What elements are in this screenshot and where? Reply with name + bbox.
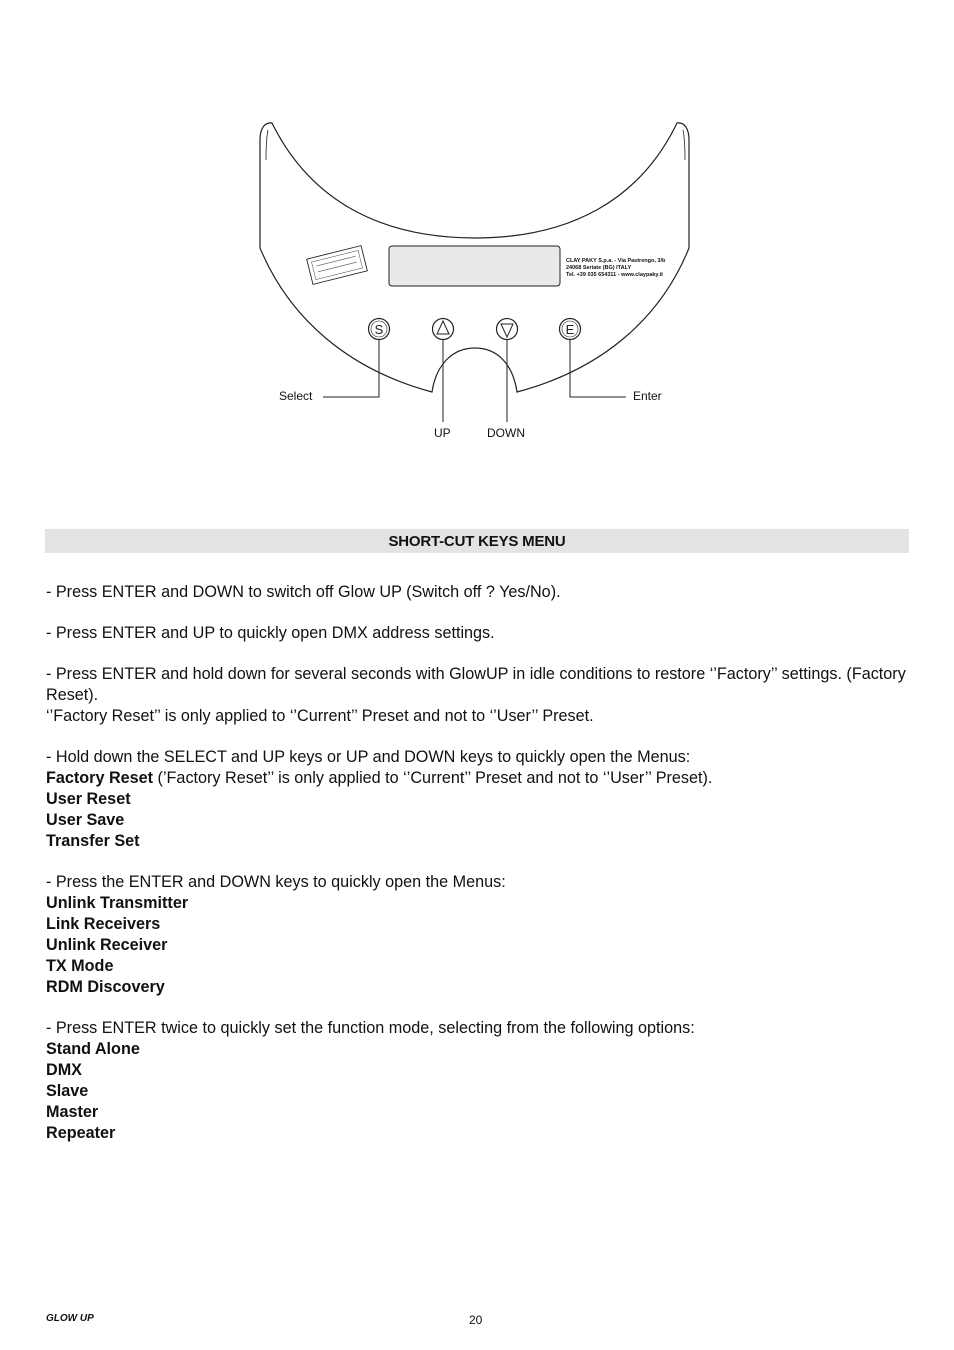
menu-item-factory-reset (46, 768, 906, 789)
page-number: 20 (469, 1313, 483, 1327)
menu-item: Link Receivers (46, 915, 161, 933)
paragraph-enter-down: - Press the ENTER and DOWN keys to quickly open the Menus: (46, 873, 506, 891)
panel-inner-edge-right (683, 130, 685, 160)
paragraph-switch-off: - Press ENTER and DOWN to switch off Glow UP (Switch off ? Yes/No). (46, 583, 561, 601)
footer-brand: GLOW UP (46, 1313, 94, 1324)
menu-item-factory-reset-note: (’Factory Reset’’ is only applied to ‘’Current’’ Preset and not to ‘’User’’ Preset). (153, 769, 713, 787)
menu-item-factory-reset-label: Factory Reset (46, 769, 154, 787)
paragraph-factory-reset-note: ‘’Factory Reset’’ is only applied to ‘’Current’’ Preset and not to ‘’User’’ Preset. (46, 707, 594, 725)
menu-item: User Save (46, 811, 125, 829)
paragraph-factory-reset: - Press ENTER and hold down for several seconds with GlowUP in idle conditions to restore ‘’Factory’’ settings. (Factory Reset). (46, 665, 906, 704)
enter-key-glyph: E (565, 322, 575, 337)
select-label: Select (279, 389, 313, 403)
down-label: DOWN (487, 426, 525, 440)
up-label: UP (434, 426, 451, 440)
enter-label: Enter (633, 389, 662, 403)
control-panel-drawing (0, 0, 954, 480)
down-arrow-icon (501, 324, 513, 337)
menu-item: Slave (46, 1082, 89, 1100)
menu-item: Master (46, 1103, 99, 1121)
section-header-bar (45, 529, 909, 553)
manufacturer-address: CLAY PAKY S.p.a. - Via Pastrengo, 3/b 24068 Seriate (BG) ITALY Tel. +39 035 654311 - www.claypaky.it (566, 258, 666, 278)
menu-item: Unlink Receiver (46, 936, 168, 954)
menu-item: Transfer Set (46, 832, 140, 850)
select-key-glyph: S (374, 322, 384, 337)
menu-item: RDM Discovery (46, 978, 165, 996)
paragraph-function-mode: - Press ENTER twice to quickly set the function mode, selecting from the following options: (46, 1019, 695, 1037)
menu-item: TX Mode (46, 957, 114, 975)
section-title: SHORT-CUT KEYS MENU (388, 532, 566, 550)
lcd-display (389, 246, 560, 286)
menu-item: Unlink Transmitter (46, 894, 189, 912)
paragraph-select-up: - Hold down the SELECT and UP keys or UP and DOWN keys to quickly open the Menus: (46, 748, 691, 766)
up-arrow-icon (437, 321, 449, 334)
menu-item: DMX (46, 1061, 82, 1079)
panel-inner-edge-left (266, 130, 268, 160)
logo-sticker (307, 246, 368, 285)
control-panel-diagram (0, 0, 954, 480)
menu-item: Repeater (46, 1124, 116, 1142)
menu-item: User Reset (46, 790, 131, 808)
paragraph-dmx-address: - Press ENTER and UP to quickly open DMX address settings. (46, 624, 495, 642)
body-content (46, 582, 906, 1144)
menu-item: Stand Alone (46, 1040, 140, 1058)
